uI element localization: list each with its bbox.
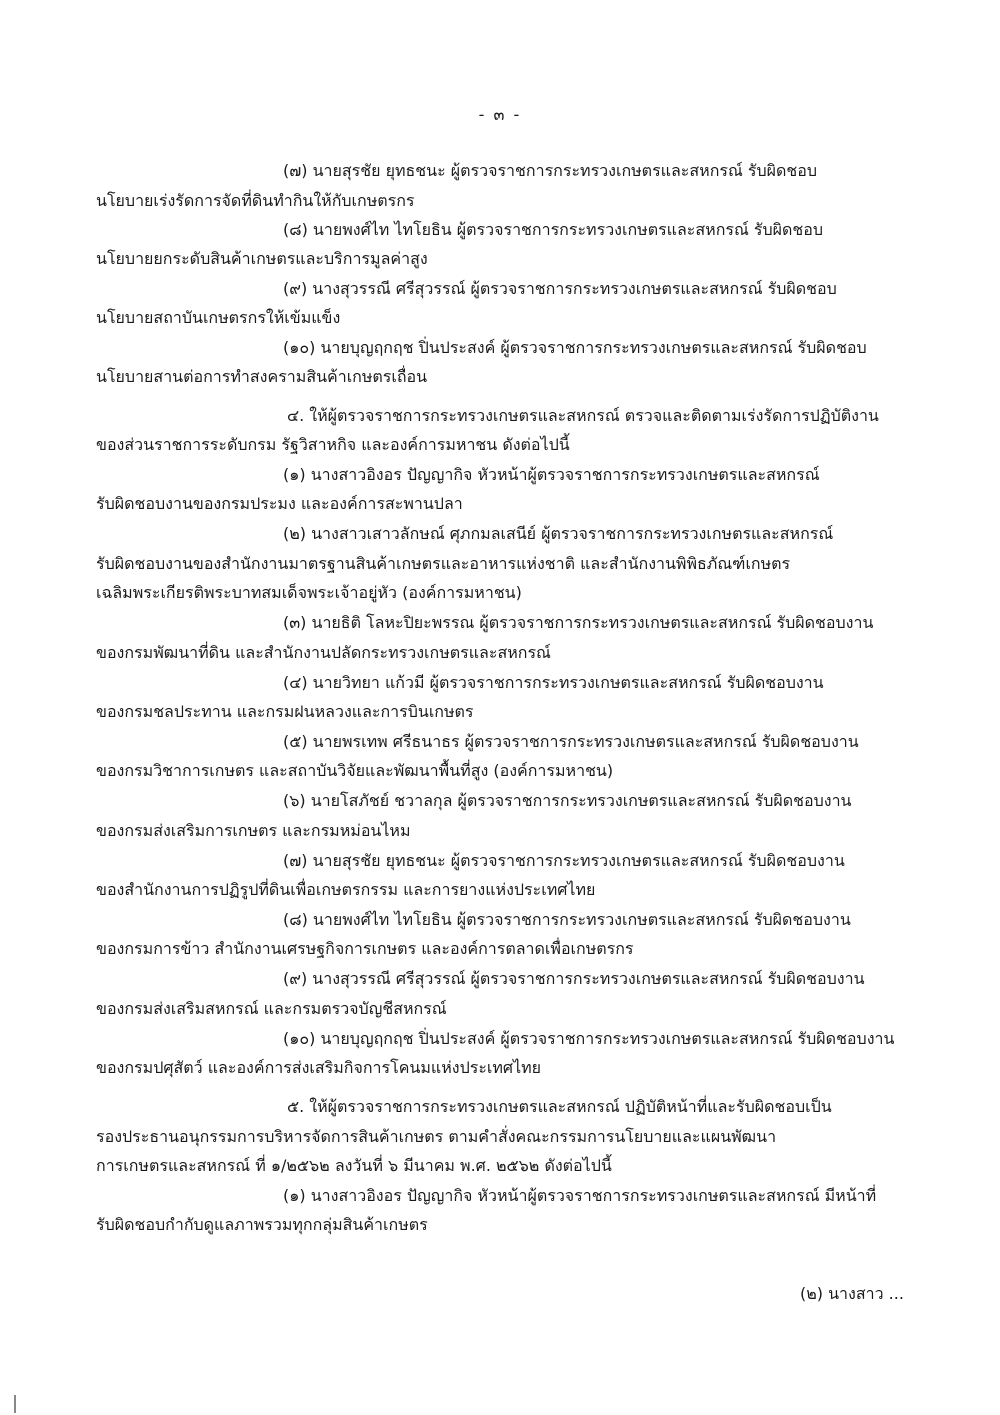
s5-item-1-line2: รับผิดชอบกำกับดูแลภาพรวมทุกกลุ่มสินค้าเกษตร	[96, 1215, 428, 1234]
s4-item-6-line1: (๖) นายโสภัชย์ ชวาลกุล ผู้ตรวจราชการกระทรวงเกษตรและสหกรณ์ รับผิดชอบงาน	[283, 791, 852, 810]
s4-item-1-line2: รับผิดชอบงานของกรมประมง และองค์การสะพานปลา	[96, 494, 463, 513]
s3-item-8-line1: (๘) นายพงศ์ไท ไทโยธิน ผู้ตรวจราชการกระทรวงเกษตรและสหกรณ์ รับผิดชอบ	[283, 220, 824, 239]
s4-item-8-line1: (๘) นายพงศ์ไท ไทโยธิน ผู้ตรวจราชการกระทรวงเกษตรและสหกรณ์ รับผิดชอบงาน	[283, 910, 851, 929]
s4-item-2-line2: รับผิดชอบงานของสำนักงานมาตรฐานสินค้าเกษตรและอาหารแห่งชาติ และสำนักงานพิพิธภัณฑ์เกษตร	[96, 554, 791, 573]
s4-item-7-line2: ของสำนักงานการปฏิรูปที่ดินเพื่อเกษตรกรรม และการยางแห่งประเทศไทย	[96, 880, 596, 899]
s4-item-2-line1: (๒) นางสาวเสาวลักษณ์ ศุภกมลเสนีย์ ผู้ตรวจราชการกระทรวงเกษตรและสหกรณ์	[283, 524, 834, 543]
s3-item-7-line2: นโยบายเร่งรัดการจัดที่ดินทำกินให้กับเกษตรกร	[96, 191, 415, 210]
s4-item-9-line2: ของกรมส่งเสริมสหกรณ์ และกรมตรวจบัญชีสหกรณ์	[96, 999, 447, 1018]
s4-item-4-line2: ของกรมชลประทาน และกรมฝนหลวงและการบินเกษตร	[96, 702, 474, 721]
section-5-intro-line2: รองประธานอนุกรรมการบริหารจัดการสินค้าเกษตร ตามคำสั่งคณะกรรมการนโยบายและแผนพัฒนา	[96, 1127, 777, 1146]
s3-item-9-line1: (๙) นางสุวรรณี ศรีสุวรรณ์ ผู้ตรวจราชการกระทรวงเกษตรและสหกรณ์ รับผิดชอบ	[283, 279, 837, 298]
section-4-intro-line1: ๔. ให้ผู้ตรวจราชการกระทรวงเกษตรและสหกรณ์ ตรวจและติดตามเร่งรัดการปฏิบัติงาน	[287, 406, 879, 425]
s4-item-10-line2: ของกรมปศุสัตว์ และองค์การส่งเสริมกิจการโคนมแห่งประเทศไทย	[96, 1058, 542, 1077]
page-number: - ๓ -	[478, 105, 522, 124]
s4-item-2-line3: เฉลิมพระเกียรติพระบาทสมเด็จพระเจ้าอยู่หัว (องค์การมหาชน)	[96, 583, 522, 602]
s3-item-8-line2: นโยบายยกระดับสินค้าเกษตรและบริการมูลค่าสูง	[96, 249, 428, 268]
s3-item-7-line1: (๗) นายสุรชัย ยุทธชนะ ผู้ตรวจราชการกระทรวงเกษตรและสหกรณ์ รับผิดชอบ	[283, 161, 818, 180]
s4-item-5-line1: (๕) นายพรเทพ ศรีธนาธร ผู้ตรวจราชการกระทรวงเกษตรและสหกรณ์ รับผิดชอบงาน	[283, 732, 859, 751]
s4-item-7-line1: (๗) นายสุรชัย ยุทธชนะ ผู้ตรวจราชการกระทรวงเกษตรและสหกรณ์ รับผิดชอบงาน	[283, 851, 845, 870]
s3-item-10-line2: นโยบายสานต่อการทำสงครามสินค้าเกษตรเถื่อน	[96, 367, 428, 386]
s4-item-10-line1: (๑๐) นายบุญฤกฤช ปิ่นประสงค์ ผู้ตรวจราชการกระทรวงเกษตรและสหกรณ์ รับผิดชอบงาน	[283, 1029, 895, 1048]
s4-item-8-line2: ของกรมการข้าว สำนักงานเศรษฐกิจการเกษตร และองค์การตลาดเพื่อเกษตรกร	[96, 939, 634, 958]
section-4-intro-line2: ของส่วนราชการระดับกรม รัฐวิสาหกิจ และองค์การมหาชน ดังต่อไปนี้	[96, 435, 570, 454]
section-5-intro-line3: การเกษตรและสหกรณ์ ที่ ๑/๒๕๖๒ ลงวันที่ ๖ มีนาคม พ.ศ. ๒๕๖๒ ดังต่อไปนี้	[96, 1156, 612, 1175]
continuation-note: (๒) นางสาว ...	[800, 1284, 904, 1303]
s4-item-1-line1: (๑) นางสาวอิงอร ปัญญากิจ หัวหน้าผู้ตรวจราชการกระทรวงเกษตรและสหกรณ์	[283, 465, 820, 484]
s4-item-3-line1: (๓) นายธิติ โลหะปิยะพรรณ ผู้ตรวจราชการกระทรวงเกษตรและสหกรณ์ รับผิดชอบงาน	[283, 613, 874, 632]
section-5-intro-line1: ๕. ให้ผู้ตรวจราชการกระทรวงเกษตรและสหกรณ์ ปฏิบัติหน้าที่และรับผิดชอบเป็น	[287, 1097, 832, 1116]
s4-item-3-line2: ของกรมพัฒนาที่ดิน และสำนักงานปลัดกระทรวงเกษตรและสหกรณ์	[96, 643, 551, 662]
s3-item-10-line1: (๑๐) นายบุญฤกฤช ปิ่นประสงค์ ผู้ตรวจราชการกระทรวงเกษตรและสหกรณ์ รับผิดชอบ	[283, 338, 867, 357]
s3-item-9-line2: นโยบายสถาบันเกษตรกรให้เข้มแข็ง	[96, 308, 341, 327]
s5-item-1-line1: (๑) นางสาวอิงอร ปัญญากิจ หัวหน้าผู้ตรวจราชการกระทรวงเกษตรและสหกรณ์ มีหน้าที่	[283, 1186, 877, 1205]
s4-item-5-line2: ของกรมวิชาการเกษตร และสถาบันวิจัยและพัฒนาพื้นที่สูง (องค์การมหาชน)	[96, 761, 614, 780]
s4-item-9-line1: (๙) นางสุวรรณี ศรีสุวรรณ์ ผู้ตรวจราชการกระทรวงเกษตรและสหกรณ์ รับผิดชอบงาน	[283, 969, 865, 988]
s4-item-6-line2: ของกรมส่งเสริมการเกษตร และกรมหม่อนไหม	[96, 821, 411, 840]
scan-edge-mark	[14, 1395, 16, 1413]
s4-item-4-line1: (๔) นายวิทยา แก้วมี ผู้ตรวจราชการกระทรวงเกษตรและสหกรณ์ รับผิดชอบงาน	[283, 673, 824, 692]
